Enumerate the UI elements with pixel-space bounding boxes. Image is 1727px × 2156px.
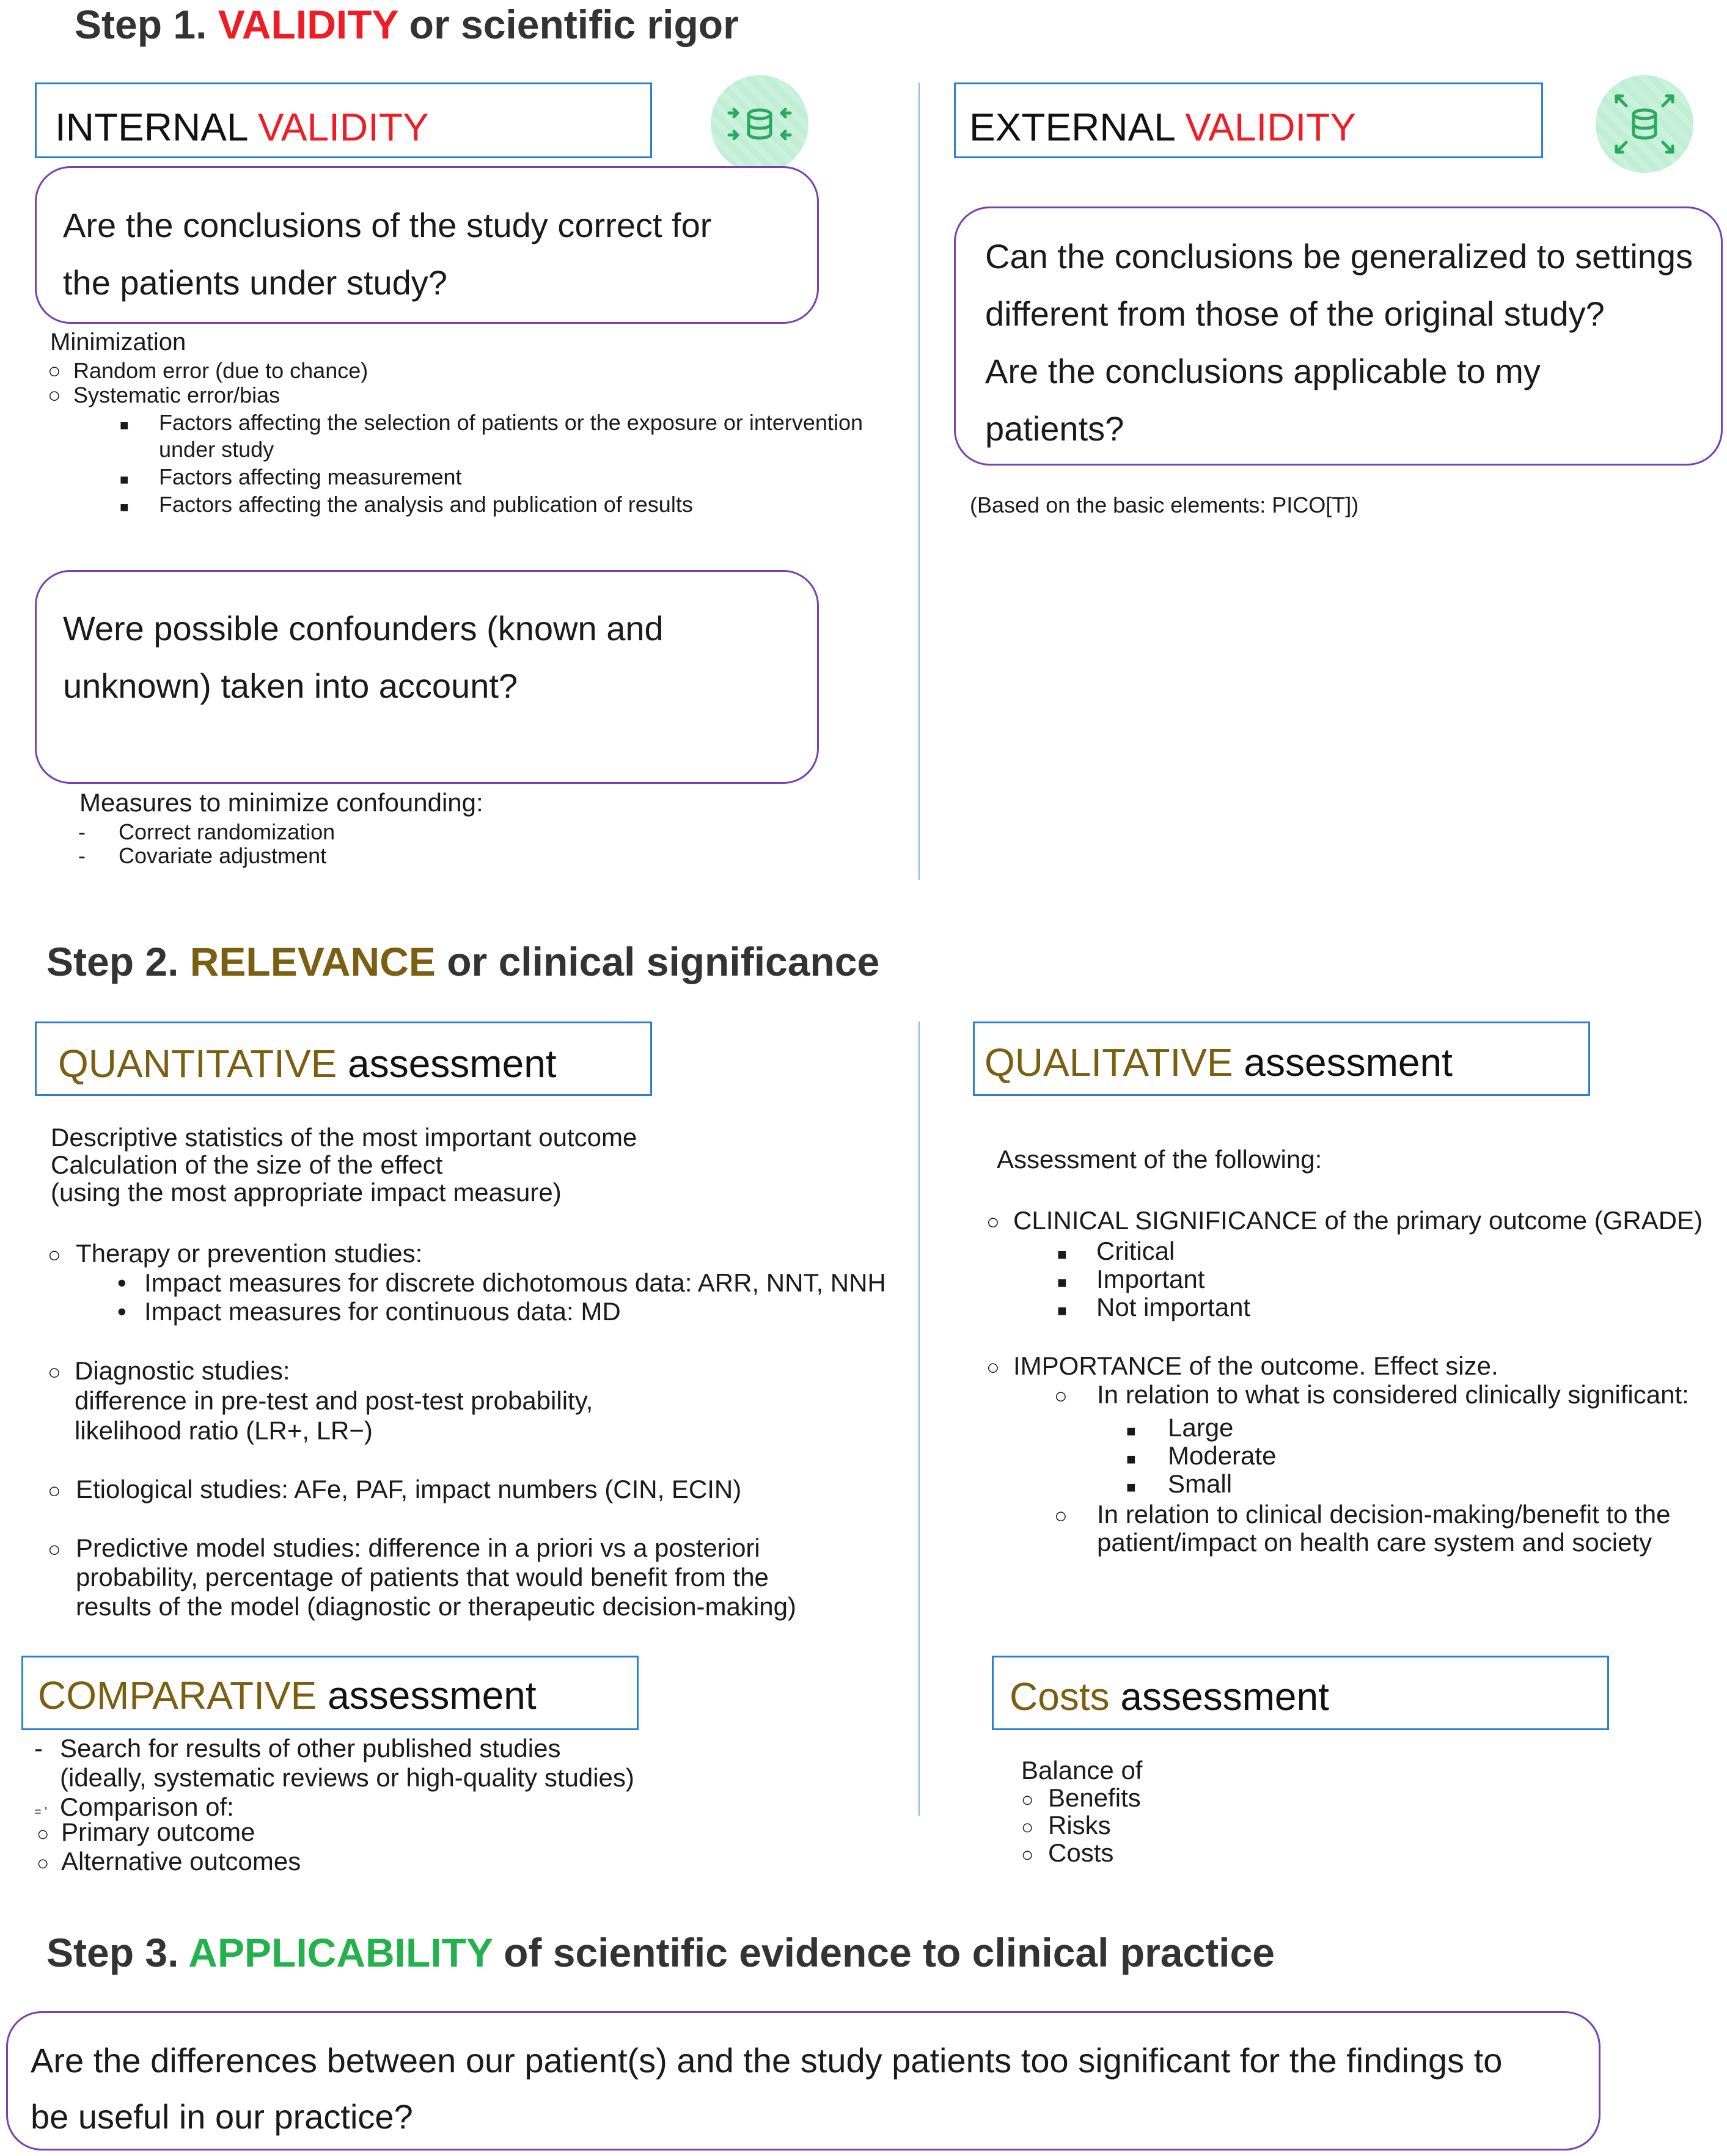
circle-bullet-icon: ○ bbox=[1054, 1383, 1068, 1408]
database-arrows-in-icon bbox=[711, 75, 809, 173]
step3-suffix: of scientific evidence to clinical practice bbox=[492, 1930, 1275, 1975]
step3-highlight: APPLICABILITY bbox=[188, 1930, 493, 1975]
internal-question-line-1: Are the conclusions of the study correct for bbox=[63, 206, 712, 244]
square-bullet-icon: ■ bbox=[120, 472, 129, 488]
balance-item-3 bbox=[1021, 1838, 1113, 1869]
measure-item-1-text: Correct randomization bbox=[119, 819, 336, 844]
therapy-studies bbox=[48, 1239, 422, 1270]
importance-outcome-text: IMPORTANCE of the outcome. Effect size. bbox=[1013, 1351, 1498, 1380]
internal-validity-title bbox=[37, 84, 650, 147]
database-arrows-out-icon-svg bbox=[1596, 75, 1693, 173]
diagnostic-studies bbox=[48, 1356, 290, 1387]
circle-bullet-icon: ○ bbox=[37, 1822, 50, 1846]
comparison-label-text: Comparison of: bbox=[60, 1792, 234, 1821]
external-title-b: VALIDITY bbox=[1185, 105, 1357, 149]
database-arrows-out-icon bbox=[1596, 75, 1693, 173]
diagnostic-line-2: difference in pre-test and post-test probability, bbox=[75, 1386, 593, 1415]
applicability-question-line-1: Are the differences between our patient(s) and the study patients too significant for the findings to bbox=[31, 2041, 1503, 2080]
balance-item-1 bbox=[1021, 1783, 1141, 1814]
therapy-item-1-text: Impact measures for discrete dichotomous data: ARR, NNT, NNH bbox=[144, 1268, 886, 1297]
quantitative-title bbox=[37, 1023, 650, 1086]
circle-bullet-icon: ○ bbox=[48, 1242, 61, 1267]
square-bullet-icon: ■ bbox=[120, 417, 129, 434]
dash-bullet-icon: - bbox=[34, 1734, 43, 1763]
circle-bullet-icon: ○ bbox=[1054, 1503, 1068, 1528]
step3-heading bbox=[46, 1929, 1275, 1976]
measure-item-1 bbox=[78, 819, 335, 846]
circle-bullet-icon: ○ bbox=[1021, 1788, 1034, 1811]
predictive-studies-text: Predictive model studies: difference in a priori vs a posteriori bbox=[76, 1533, 760, 1562]
importance-sub-2 bbox=[1054, 1500, 1671, 1530]
minimization-item-1 bbox=[48, 357, 368, 384]
diagnostic-line-3: likelihood ratio (LR+, LR−) bbox=[75, 1416, 373, 1445]
internal-validity-title-box bbox=[35, 82, 652, 158]
circle-bullet-icon: ○ bbox=[48, 1537, 61, 1562]
importance-item-3-text: Small bbox=[1168, 1469, 1233, 1498]
costs-title-b: assessment bbox=[1109, 1675, 1329, 1719]
balance-item-2-text: Risks bbox=[1048, 1811, 1111, 1840]
costs-title bbox=[994, 1657, 1607, 1719]
comparative-title-a: COMPARATIVE bbox=[38, 1673, 317, 1717]
step2-heading bbox=[46, 938, 879, 985]
therapy-item-1 bbox=[117, 1268, 886, 1298]
minimization-label: Minimization bbox=[50, 329, 186, 356]
comparative-title-box bbox=[21, 1656, 639, 1730]
importance-sub-2-text: In relation to clinical decision-making/benefit to the bbox=[1097, 1500, 1671, 1529]
qualitative-intro: Assessment of the following: bbox=[997, 1145, 1322, 1174]
internal-question-line-2: the patients under study? bbox=[63, 263, 447, 302]
dot-bullet-icon: • bbox=[117, 1297, 127, 1326]
clinical-item-3 bbox=[1057, 1293, 1250, 1325]
predictive-line-3: results of the model (diagnostic or therapeutic decision-making) bbox=[76, 1592, 796, 1621]
circle-bullet-icon: ○ bbox=[986, 1209, 1000, 1234]
circle-bullet-icon: ○ bbox=[48, 1478, 61, 1503]
confounders-question-line-2: unknown) taken into account? bbox=[63, 667, 518, 705]
applicability-question-line-2: be useful in our practice? bbox=[31, 2097, 413, 2136]
qualitative-title-b: assessment bbox=[1233, 1040, 1453, 1084]
comparison-item-1-text: Primary outcome bbox=[61, 1818, 255, 1846]
bias-sub-item-1-text: Factors affecting the selection of patients or the exposure or intervention bbox=[159, 410, 863, 435]
step2-prefix: Step 2. bbox=[46, 939, 190, 984]
circle-bullet-icon: ○ bbox=[48, 382, 61, 407]
comparison-item-2 bbox=[37, 1847, 301, 1878]
bias-sub-item-3-text: Factors affecting the analysis and publication of results bbox=[159, 492, 693, 517]
square-bullet-icon: ■ bbox=[1057, 1273, 1067, 1292]
diagnostic-studies-text: Diagnostic studies: bbox=[75, 1356, 290, 1385]
balance-item-1-text: Benefits bbox=[1048, 1783, 1141, 1812]
costs-title-a: Costs bbox=[1010, 1675, 1110, 1719]
database-arrows-in-icon-svg bbox=[711, 75, 809, 173]
therapy-studies-text: Therapy or prevention studies: bbox=[76, 1239, 423, 1268]
step2-highlight: RELEVANCE bbox=[189, 939, 436, 984]
bias-sub-item-3 bbox=[120, 491, 693, 521]
dash-bullet-icon: - bbox=[78, 843, 86, 868]
clinical-significance bbox=[986, 1206, 1703, 1237]
quantitative-intro-line-1: Descriptive statistics of the most important outcome bbox=[51, 1123, 637, 1152]
minimization-item-1-text: Random error (due to chance) bbox=[73, 358, 369, 383]
external-question-line-1: Can the conclusions be generalized to settings bbox=[985, 237, 1693, 276]
comparison-item-1 bbox=[37, 1818, 255, 1849]
bias-sub-item-2 bbox=[120, 464, 462, 494]
costs-title-box bbox=[992, 1656, 1609, 1730]
etiological-studies bbox=[48, 1475, 741, 1505]
square-bullet-icon: ■ bbox=[120, 499, 129, 516]
quantitative-title-box bbox=[35, 1021, 652, 1096]
circle-bullet-icon: ○ bbox=[1021, 1843, 1034, 1866]
internal-title-b: VALIDITY bbox=[257, 105, 429, 149]
external-question-line-2: different from those of the original study? bbox=[985, 294, 1605, 333]
step2-suffix: or clinical significance bbox=[435, 939, 880, 984]
quantitative-title-b: assessment bbox=[337, 1042, 557, 1086]
dash-bullet-icon: - bbox=[78, 819, 86, 844]
circle-bullet-icon: ○ bbox=[1021, 1816, 1034, 1839]
comparative-search-line-2: (ideally, systematic reviews or high-quality studies) bbox=[60, 1763, 634, 1792]
dash-bullet-icon: = ' bbox=[34, 1805, 48, 1819]
therapy-item-2-text: Impact measures for continuous data: MD bbox=[144, 1297, 621, 1326]
square-bullet-icon: ■ bbox=[1057, 1301, 1067, 1320]
quantitative-title-a: QUANTITATIVE bbox=[58, 1042, 337, 1086]
circle-bullet-icon: ○ bbox=[37, 1852, 50, 1875]
bias-sub-item-1-continued: under study bbox=[159, 437, 274, 462]
importance-sub-1 bbox=[1054, 1380, 1689, 1411]
clinical-item-3-text: Not important bbox=[1096, 1293, 1251, 1321]
qualitative-title-a: QUALITATIVE bbox=[985, 1040, 1233, 1084]
clinical-item-1-text: Critical bbox=[1096, 1237, 1175, 1265]
importance-item-1-text: Large bbox=[1168, 1413, 1234, 1442]
comparative-search bbox=[34, 1734, 560, 1763]
clinical-significance-text: CLINICAL SIGNIFICANCE of the primary outcome (GRADE) bbox=[1013, 1206, 1703, 1235]
balance-item-2 bbox=[1021, 1811, 1111, 1842]
balance-item-3-text: Costs bbox=[1048, 1838, 1114, 1867]
step1-prefix: Step 1. bbox=[75, 2, 218, 47]
confounders-question-line-1: Were possible confounders (known and bbox=[63, 609, 664, 648]
balance-label: Balance of bbox=[1021, 1756, 1143, 1785]
step1-suffix: or scientific rigor bbox=[398, 2, 739, 47]
circle-bullet-icon: ○ bbox=[48, 358, 61, 383]
importance-item-3 bbox=[1126, 1469, 1232, 1502]
external-question-line-4: patients? bbox=[985, 409, 1124, 448]
qualitative-title-box bbox=[973, 1021, 1590, 1096]
bias-sub-item-1 bbox=[120, 409, 863, 439]
predictive-studies bbox=[48, 1533, 760, 1564]
measure-item-2 bbox=[78, 842, 326, 869]
measure-item-2-text: Covariate adjustment bbox=[119, 843, 327, 868]
importance-item-2-text: Moderate bbox=[1168, 1441, 1277, 1470]
bias-sub-item-2-text: Factors affecting measurement bbox=[159, 464, 462, 489]
external-validity-title-box bbox=[954, 82, 1543, 158]
importance-sub-1-text: In relation to what is considered clinically significant: bbox=[1097, 1380, 1689, 1409]
quantitative-intro-line-3: (using the most appropriate impact measure) bbox=[51, 1178, 562, 1207]
external-validity-title bbox=[956, 84, 1541, 147]
step1-highlight: VALIDITY bbox=[218, 2, 398, 47]
clinical-item-2-text: Important bbox=[1096, 1265, 1205, 1293]
quantitative-intro-line-2: Calculation of the size of the effect bbox=[51, 1150, 443, 1179]
dot-bullet-icon: • bbox=[117, 1268, 127, 1297]
comparison-item-2-text: Alternative outcomes bbox=[61, 1847, 301, 1876]
predictive-line-2: probability, percentage of patients that would benefit from the bbox=[76, 1563, 769, 1591]
internal-title-a: INTERNAL bbox=[55, 105, 258, 149]
minimization-item-2 bbox=[48, 382, 280, 409]
measures-label: Measures to minimize confounding: bbox=[79, 788, 483, 817]
therapy-item-2 bbox=[117, 1297, 621, 1326]
step1-column-divider bbox=[919, 82, 920, 880]
square-bullet-icon: ■ bbox=[1126, 1422, 1136, 1440]
comparative-search-text: Search for results of other published studies bbox=[60, 1734, 561, 1763]
external-question-line-3: Are the conclusions applicable to my bbox=[985, 352, 1541, 390]
step1-heading bbox=[75, 1, 739, 48]
square-bullet-icon: ■ bbox=[1126, 1478, 1136, 1496]
importance-sub-2-line-2: patient/impact on health care system and society bbox=[1097, 1528, 1652, 1557]
circle-bullet-icon: ○ bbox=[986, 1354, 1000, 1379]
step3-prefix: Step 3. bbox=[46, 1930, 189, 1975]
qualitative-title bbox=[975, 1023, 1588, 1082]
importance-outcome bbox=[986, 1351, 1498, 1382]
minimization-item-2-text: Systematic error/bias bbox=[73, 382, 280, 407]
square-bullet-icon: ■ bbox=[1126, 1450, 1136, 1468]
comparative-title bbox=[23, 1657, 637, 1715]
etiological-studies-text: Etiological studies: AFe, PAF, impact numbers (CIN, ECIN) bbox=[76, 1475, 742, 1504]
circle-bullet-icon: ○ bbox=[48, 1359, 61, 1384]
comparative-title-b: assessment bbox=[317, 1673, 537, 1717]
step2-column-divider bbox=[919, 1021, 920, 1816]
pico-note: (Based on the basic elements: PICO[T]) bbox=[970, 492, 1359, 517]
external-title-a: EXTERNAL bbox=[969, 105, 1186, 149]
square-bullet-icon: ■ bbox=[1057, 1245, 1067, 1263]
